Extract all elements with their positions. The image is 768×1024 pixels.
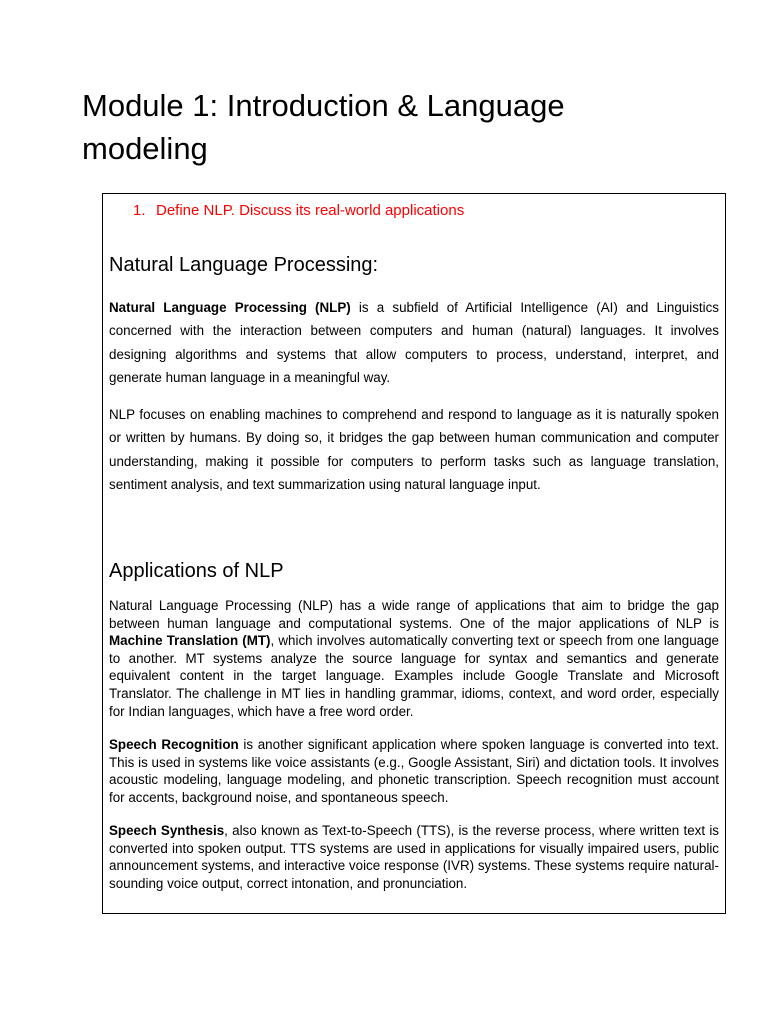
ss-term-bold: Speech Synthesis [109, 823, 225, 838]
mt-detail-text: , which involves automatically converting text or speech from one language to another. MT systems analyze the source language for syntax and semantics and generate equivalent content in the target language. Examples include Google Translate and Microsoft Translator. The challenge in MT lies in handling grammar, idioms, context, and word order, especially for Indian languages, which have a free word order. [109, 633, 719, 719]
module-title: Module 1: Introduction & Language modeling [82, 88, 565, 166]
ss-detail-text: , also known as Text-to-Speech (TTS), is the reverse process, where written text is converted into spoken output. TTS systems are used in applications for visually impaired users, public announcement systems, and interactive voice response (IVR) systems. These systems require natural-sounding voice output, correct intonation, and pronunciation. [109, 823, 720, 891]
machine-translation-paragraph [109, 597, 719, 720]
nlp-definition-paragraph [109, 296, 719, 389]
nlp-definition-text: is a subfield of Artificial Intelligence (AI) and Linguistics concerned with the interaction between computers and human (natural) languages. It involves designing algorithms and systems that allow computers to process, understand, interpret, and generate human language in a meaningful way. [109, 300, 719, 385]
question-number: 1. [133, 202, 146, 219]
nlp-focus-paragraph: NLP focuses on enabling machines to comprehend and respond to language as it is naturally spoken or written by humans. By doing so, it bridges the gap between human communication and computer understanding, making it possible for computers to perform tasks such as language translation, sentiment analysis, and text summarization using natural language input. [109, 407, 719, 492]
speech-recognition-paragraph [109, 736, 719, 806]
applications-section-heading: Applications of NLP [109, 560, 284, 582]
nlp-section-heading: Natural Language Processing: [109, 254, 379, 276]
speech-synthesis-paragraph [109, 822, 719, 892]
sr-detail-text: is another significant application where spoken language is converted into text. This is used in systems like voice assistants (e.g., Google Assistant, Siri) and dictation tools. It involves acoustic modeling, language modeling, and phonetic transcription. Speech recognition must account for accents, background noise, and spontaneous speech. [109, 737, 719, 805]
answer-box [102, 193, 726, 914]
mt-term-bold: Machine Translation (MT) [109, 633, 271, 649]
nlp-term-bold: Natural Language Processing (NLP) [109, 300, 351, 315]
question-text: Define NLP. Discuss its real-world applications [156, 202, 465, 219]
mt-intro-text: Natural Language Processing (NLP) has a wide range of applications that aim to bridge the gap between human language and computational systems. One of the major applications of NLP is [109, 598, 719, 631]
question-item [133, 202, 464, 220]
sr-term-bold: Speech Recognition [109, 737, 239, 752]
